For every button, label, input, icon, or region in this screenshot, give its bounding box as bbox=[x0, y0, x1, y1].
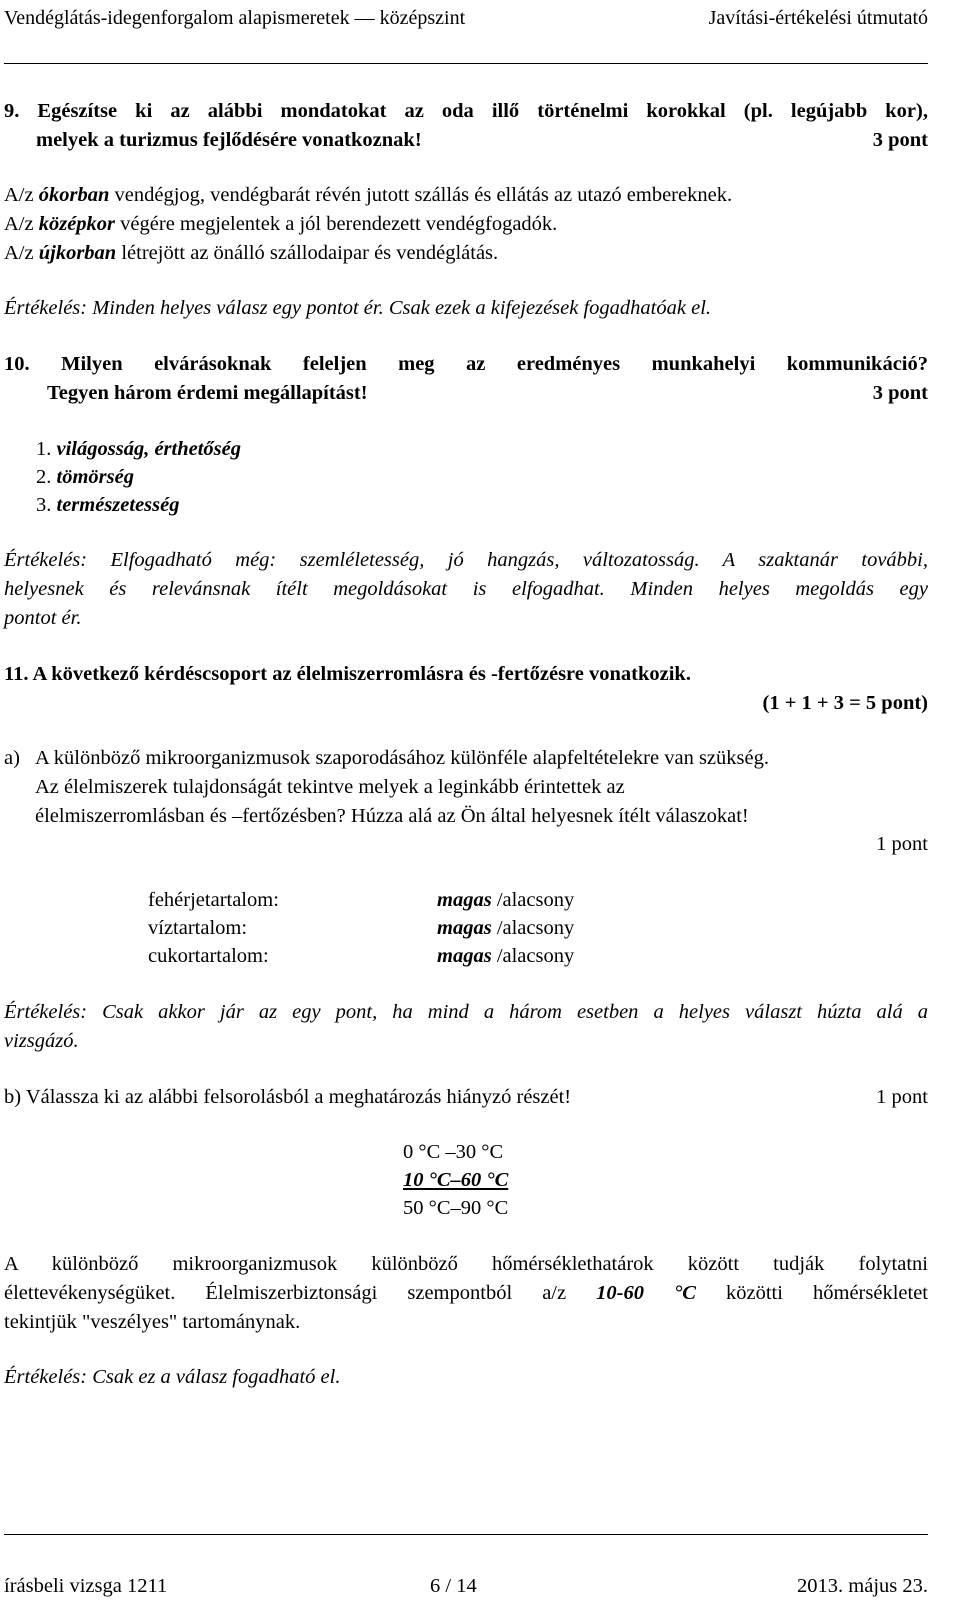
footer-left: írásbeli vizsga 1211 bbox=[4, 1575, 168, 1597]
q11a-evaluation-line-1: Értékelés: Csak akkor jár az egy pont, ha mind a három esetben a helyes választ húzta alá a bbox=[4, 1001, 928, 1023]
q11a-row-2-label: víztartalom: bbox=[148, 917, 248, 939]
q10-title-line-1: 10. Milyen elvárásoknak feleljen meg az eredményes munkahelyi kommunikáció? bbox=[4, 353, 928, 375]
q11a-row-1-choice: magas /alacsony bbox=[437, 889, 575, 911]
q11a-text-line-3: élelmiszerromlásban és –fertőzésben? Húzza alá az Ön által helyesnek ítélt válaszokat! bbox=[35, 805, 749, 827]
q11b-text: b) Válassza ki az alábbi felsorolásból a meghatározás hiányzó részét! bbox=[4, 1086, 572, 1108]
q11b-option-3: 50 °C–90 °C bbox=[403, 1197, 509, 1219]
header-divider bbox=[4, 63, 928, 64]
header-right: Javítási-értékelési útmutató bbox=[708, 7, 928, 29]
footer-page-number: 6 / 14 bbox=[430, 1575, 477, 1597]
q11a-row-2-choice: magas /alacsony bbox=[437, 917, 575, 939]
q9-evaluation: Értékelés: Minden helyes válasz egy pontot ér. Csak ezek a kifejezések fogadhatóak el. bbox=[4, 297, 712, 319]
q11a-label: a) bbox=[4, 747, 20, 769]
q10-evaluation-line-3: pontot ér. bbox=[4, 607, 82, 629]
q10-points: 3 pont bbox=[872, 382, 928, 404]
q11a-evaluation-line-2: vizsgázó. bbox=[4, 1030, 79, 1052]
footer-divider bbox=[4, 1534, 928, 1535]
q9-answer-line-3: A/z újkorban létrejött az önálló szállodaipar és vendéglátás. bbox=[4, 242, 499, 264]
q11a-text-line-1: A különböző mikroorganizmusok szaporodásához különféle alapfeltételekre van szükség. bbox=[35, 747, 769, 769]
q11b-sentence-line-2: élettevékenységüket. Élelmiszerbiztonsági szempontból a/z 10-60 °C közötti hőmérsékletet bbox=[4, 1282, 928, 1304]
q11b-sentence-line-3: tekintjük "veszélyes" tartománynak. bbox=[4, 1311, 301, 1333]
q11-points: (1 + 1 + 3 = 5 pont) bbox=[762, 692, 928, 714]
q10-title-line-2: Tegyen három érdemi megállapítást! bbox=[47, 382, 368, 404]
header-left: Vendéglátás-idegenforgalom alapismeretek — középszint bbox=[4, 7, 466, 29]
q9-title-line-2: melyek a turizmus fejlődésére vonatkoznak! bbox=[36, 129, 422, 151]
q11a-text-line-2: Az élelmiszerek tulajdonságát tekintve melyek a leginkább érintettek az bbox=[35, 776, 625, 798]
q11a-points: 1 pont bbox=[876, 833, 928, 855]
q11b-option-1: 0 °C –30 °C bbox=[403, 1141, 504, 1163]
q10-item-3: 3. természetesség bbox=[36, 494, 180, 516]
q11b-option-2: 10 °C–60 °C bbox=[403, 1169, 509, 1191]
q9-points: 3 pont bbox=[872, 129, 928, 151]
q9-title-line-1: 9. Egészítse ki az alábbi mondatokat az oda illő történelmi korokkal (pl. legújabb kor), bbox=[4, 100, 928, 122]
footer-date: 2013. május 23. bbox=[797, 1575, 928, 1597]
q11b-sentence-line-1: A különböző mikroorganizmusok különböző hőmérséklethatárok között tudják folytatni bbox=[4, 1253, 928, 1275]
q9-answer-line-2: A/z középkor végére megjelentek a jól berendezett vendégfogadók. bbox=[4, 213, 558, 235]
q11a-row-3-label: cukortartalom: bbox=[148, 945, 269, 967]
q10-item-2: 2. tömörség bbox=[36, 466, 134, 488]
q11b-points: 1 pont bbox=[876, 1086, 928, 1108]
q10-evaluation-line-2: helyesnek és relevánsnak ítélt megoldásokat is elfogadhat. Minden helyes megoldás egy bbox=[4, 578, 928, 600]
q11a-row-3-choice: magas /alacsony bbox=[437, 945, 575, 967]
q9-answer-line-1: A/z ókorban vendégjog, vendégbarát révén jutott szállás és ellátás az utazó embereknek. bbox=[4, 184, 733, 206]
q10-evaluation-line-1: Értékelés: Elfogadható még: szemléletesség, jó hangzás, változatosság. A szaktanár további, bbox=[4, 549, 928, 571]
q11b-evaluation: Értékelés: Csak ez a válasz fogadható el. bbox=[4, 1366, 341, 1388]
q11-title: 11. A következő kérdéscsoport az élelmiszerromlásra és -fertőzésre vonatkozik. bbox=[4, 663, 691, 685]
q10-item-1: 1. világosság, érthetőség bbox=[36, 438, 241, 460]
q11a-row-1-label: fehérjetartalom: bbox=[148, 889, 279, 911]
